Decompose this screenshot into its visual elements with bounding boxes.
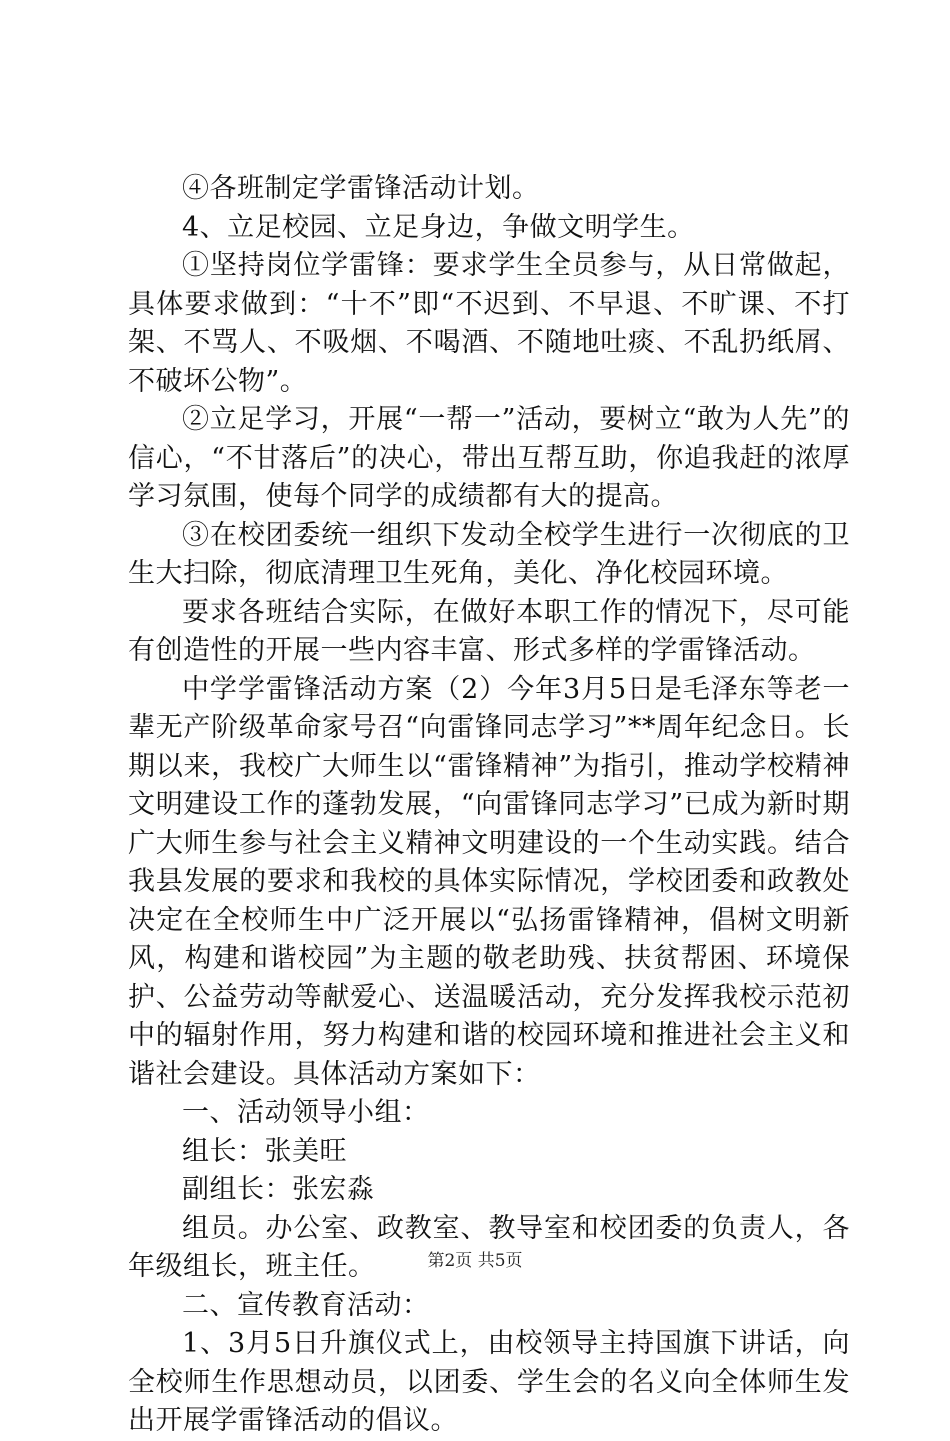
paragraph-plan-2-intro: 中学学雷锋活动方案（2）今年3月5日是毛泽东等老一辈无产阶级革命家号召“向雷锋同志学习”**周年纪念日。长期以来，我校广大师生以“雷锋精神”为指引，推动学校精神文明建设工作的蓬勃发展，“向雷锋同志学习”已成为新时期广大师生参与社会主义精神文明建设的一个生动实践。结合我县发展的要求和我校的具体实际情况，学校团委和政教处决定在全校师生中广泛开展以“弘扬雷锋精神，倡树文明新风，构建和谐校园”为主题的敬老助残、扶贫帮困、环境保护、公益劳动等献爱心、送温暖活动，充分发挥我校示范初中的辐射作用，努力构建和谐的校园环境和推进社会主义和谐社会建设。具体活动方案如下： (128, 673, 850, 1090)
paragraph-group-leader: 组长：张美旺 (182, 1135, 347, 1167)
paragraph-deputy-leader: 副组长：张宏淼 (182, 1174, 375, 1205)
paragraph-one-help-one: ②立足学习，开展“一帮一”活动，要树立“敢为人先”的信心，“不甘落后”的决心，带出互帮互助，你追我赶的浓厚学习氛围，使每个同学的成绩都有大的提高。 (128, 404, 850, 512)
paragraph-class-requirement: 要求各班结合实际，在做好本职工作的情况下，尽可能有创造性的开展一些内容丰富、形式多样的学雷锋活动。 (128, 596, 850, 666)
page-number-footer: 第2页 共5页 (427, 1251, 523, 1271)
heading-leadership-group: 一、活动领导小组： (182, 1097, 430, 1128)
paragraph-post-learning: ①坚持岗位学雷锋：要求学生全员参与，从日常做起，具体要求做到：“十不”即“不迟到、不早退、不旷课、不打架、不骂人、不吸烟、不喝酒、不随地吐痰、不乱扔纸屑、不破坏公物”。 (128, 250, 850, 397)
paragraph-plan-item-4: ④各班制定学雷锋活动计划。 (182, 173, 540, 204)
heading-publicity-activities: 二、宣传教育活动： (182, 1289, 430, 1321)
paragraph-members: 组员。办公室、政教室、教导室和校团委的负责人，各年级组长，班主任。 (128, 1212, 850, 1282)
paragraph-cleanup: ③在校团委统一组织下发动全校学生进行一次彻底的卫生大扫除，彻底清理卫生死角，美化、净化校园环境。 (128, 519, 850, 589)
paragraph-flag-ceremony: 1、3月5日升旗仪式上，由校领导主持国旗下讲话，向全校师生作思想动员，以团委、学生会的名义向全体师生发出开展学雷锋活动的倡议。 (128, 1328, 850, 1436)
paragraph-section-4: 4、立足校园、立足身边，争做文明学生。 (182, 211, 695, 243)
